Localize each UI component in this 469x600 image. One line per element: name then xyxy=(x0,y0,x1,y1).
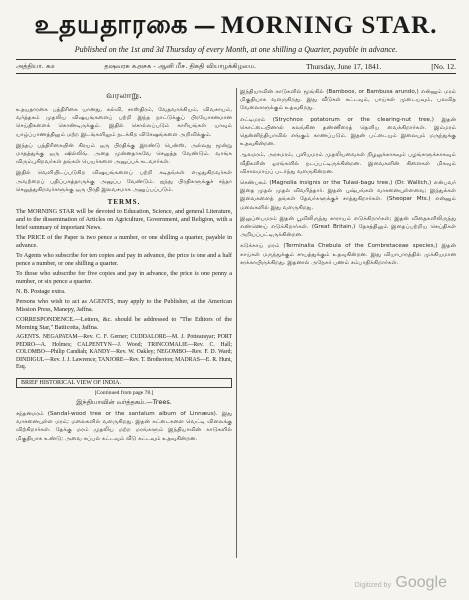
tamil-paragraph: இந்தியாவின் காடுகளில் மூங்கில் (Bamboos, or Bambusa arundo,) என்னும் மரம் மிகுதியாக வளருகிறது. இது வீடுகள் கட்டவும், பாய்கள் முடையவும், பலவித வேலைகளுக்கும் உதவுகிறது. xyxy=(240,89,456,112)
tamil-paragraph: இந்தப் பத்திரிகையின் கிரயம் ஒரு பிரதிக்கு இரண்டு பென்ஸ், அல்லது மூன்று மாதத்துக்கு ஒரு ஷில்லிங். அதை முன்னதாகவே செலுத்த வேண்டும். வாங்க விரும்புகிறவர்கள் தங்கள் பெயர்களை அனுப்பக் கடவார்கள். xyxy=(16,142,232,166)
terms-paragraph: The PRICE of the Paper is two pence a number, or one shilling a quarter, payable in advance. xyxy=(16,234,232,250)
digitized-watermark xyxy=(355,574,447,592)
boxed-heading: BRIEF HISTORICAL VIEW OF INDIA. xyxy=(16,378,232,388)
left-column xyxy=(16,88,232,588)
terms-heading: TERMS. xyxy=(107,198,141,207)
continued-note: [Continued from page 78.] xyxy=(94,390,154,396)
agents-text: NEGAPATAM—Rev. C. F. Gerner; CUDDALORE—M. J. Pottearayar; PORT PEDRO—A. Holmes; CALPENTYN—J. Wood; TRINCOMALIE—Rev. C. Hall; COLOMBO—Philip Candiah; KANDY—Rev. W. Oakley; NEGOMBO—Rev. F. D. Ward; DINDIGUL—Rev. J. J. Lawrence; TANJORE—Rev. T. Brotherton; MADRAS—E. R. Hunt, Esq. xyxy=(16,334,232,371)
tamil-paragraph: எட்டிமரம் (Strychnos potatorum or the clearing-nut tree,) இதன் கொட்டையினால் கலங்கின தண்ணீரைத் தெளிய வைக்கிறார்கள். இம்மரம் தென்னிந்தியாவில் எங்கும் காணப்படும். இதன் பட்டையும் இலையும் மருந்துக்கு உதவுகின்றன. xyxy=(240,116,456,148)
agents-label: AGENTS. xyxy=(16,334,41,341)
english-title: MORNING STAR. xyxy=(220,12,438,39)
tamil-title: உதயதாரகை xyxy=(34,10,189,40)
google-logo: Google xyxy=(395,574,447,591)
tamil-paragraph: சந்தனமரம் (Sandal-wood tree or the santalum album of Linnæus). இது வாசனையுள்ள மரம்; மலைகளில் வளருகிறது. இதன் கட்டைகளை வெட்டி விலைக்கு விற்கிறார்கள். தேக்கு மரம் முதலிய மற்ற மரங்களும் இந்தியாவின் காடுகளில் மிகுதியாக உண்டு; அவை கப்பல் கட்டவும் வீடு கட்டவும் உதவுகின்றன. xyxy=(16,411,232,442)
date-tamil: தஷவரசு ௧௮௪௧ - ஆனி மீ௪. திகதி வியாழக்கிழமை. xyxy=(104,62,257,70)
columns xyxy=(16,88,456,588)
date-english: Thursday, June 17, 1841. xyxy=(305,62,382,71)
newspaper-page xyxy=(16,10,456,590)
publication-line: Published on the 1st and 3d Thursday of every Month, at one shilling a Quarter, payable in advance. xyxy=(74,45,398,54)
terms-paragraph: To Agents who subscribe for ten copies and pay in advance, the price is one and a half pence a number, or one shilling a quarter. xyxy=(16,252,232,268)
terms-paragraph: To those who subscribe for five copies and pay in advance, the price is one penny a number, or six pence a quarter. xyxy=(16,270,232,286)
terms-paragraph: Persons who wish to act as AGENTS, may apply to the Publisher, at the American Mission Press, Manepy, Jaffna. xyxy=(16,298,232,314)
tamil-paragraph: இலுப்பைமரம் இதன் பூவிலிருந்து சாராயம் எடுக்கிறார்கள்; இதன் விதைகளிலிருந்து எண்ணெய் எடுக்கிறார்கள். (Great Britain,) தேசத்திலும் இதைப்பற்றிய செய்திகள் அறியப்பட்டிருக்கின்றன. xyxy=(240,215,456,239)
tamil-paragraph: கடுக்காய் மரம் (Terminalia Chebula of the Combretaceae species,) இதன் காய்கள் மருந்துக்கும் சாயத்துக்கும் உதவுகின்றன. இது வியாபாரத்தில் முக்கியமான சரக்காயிருக்கிறது. இதனால் அநேகர் பணம் சம்பாதிக்கிறார்கள். xyxy=(240,243,456,266)
agents-list xyxy=(16,334,232,372)
tamil-paragraph: ஆலமரம், அரசமரம், புளியமரம் முதலியவைகள் நிழலுக்காகவும் பழங்களுக்காகவும் வீதிகளின் ஓரங்களில் நடப்பட்டிருக்கின்றன. இவைகளின் கிளைகள் மிகவும் விசாலமாய்ப் படர்ந்து வளருகின்றன. xyxy=(240,152,456,175)
right-column xyxy=(240,88,456,588)
section-heading: வரலாறு. xyxy=(106,91,142,101)
issue-number: [No. 12. xyxy=(431,62,456,71)
tamil-paragraph: இதில் வெளியிடப்படுகிற விஷயங்களைப் பற்றி கடிதங்கள் எழுதுகிறவர்கள் அவற்றைப் பதிப்பகத்தாருக்கு அனுப்ப வேண்டும். ஐந்து பிரதிகளுக்குச் சந்தா செலுத்துகிறவர்களுக்கு ஒரு பிரதி இலவசமாக அனுப்பப்படும். xyxy=(16,170,232,193)
volume-tamil: அத்தியா. ௧௰ xyxy=(16,62,55,70)
watermark-prefix: Digitized by xyxy=(354,582,391,589)
tamil-paragraph: உதயதாரகை பத்திரிகை யானது, கல்வி, சாஸ்திரம், வேதவாக்கியம், விவசாயம், வர்த்தகம் முதலிய விஷயங்களைப் பற்றி இந்த நாட்டுக்குப் பிரயோசனமான செய்திகளைக் கொண்டிருக்கும். இதில் சொல்லப்படும் காரியங்கள் யாவும் யாழ்ப்பாணத்திலும் மற்ற இடங்களிலும் நடக்கிற விசேஷங்களை அறிவிக்கும். xyxy=(16,107,232,138)
sub-heading: இந்தியாவின் வர்த்தகம்.—Trees. xyxy=(76,398,172,406)
terms-paragraph: CORRESPONDENCE.—Letters, &c. should be addressed to "The Editors of the Morning Star," Batticotta, Jaffna. xyxy=(16,316,232,332)
terms-paragraph: N. B. Postage extra. xyxy=(16,288,66,296)
column-divider xyxy=(236,88,237,558)
masthead xyxy=(16,10,456,43)
title-dash: — xyxy=(193,13,216,39)
tamil-paragraph: செண்பகம் (Magnolia insignis or the Tulasi-bagu tree,) (Dr. Wallich,) என்பவர் இதை முதல் முதல் விவரித்தார். இதன் புஷ்பங்கள் வாசனையுள்ளவை; இந்துக்கள் இவைகளைத் தங்கள் தேவர்களுக்குச் சாத்துகிறார்கள். (Sheopar Mts.) என்னும் மலைகளில் இது வளருகிறது. xyxy=(240,180,456,211)
dateline xyxy=(16,59,456,74)
terms-paragraph: The MORNING STAR will be devoted to Education, Science, and general Literature, and to the dissemination of Articles on Agriculture, Government, and Religion, with a brief summary of important News. xyxy=(16,208,232,232)
